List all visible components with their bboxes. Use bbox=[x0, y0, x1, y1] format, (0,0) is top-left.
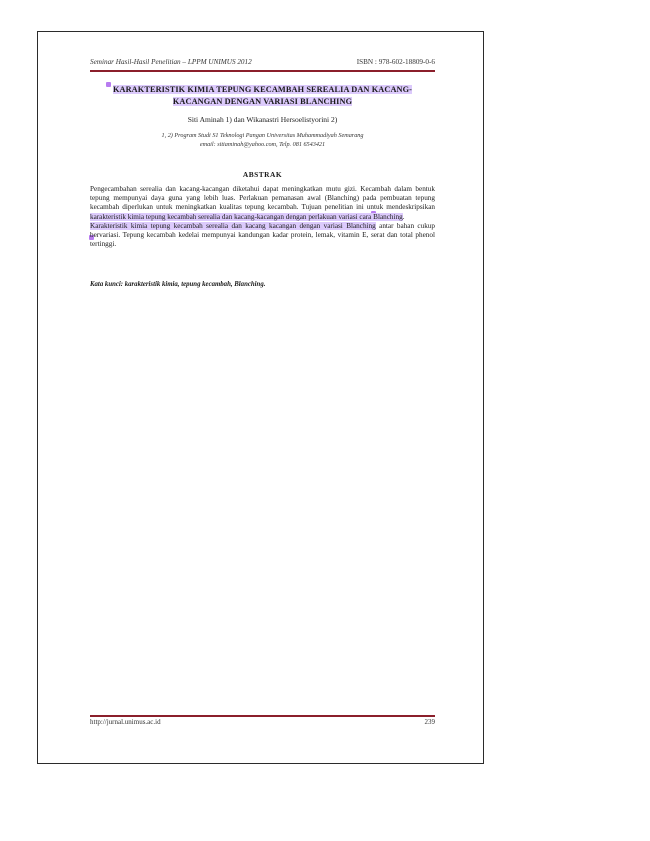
keywords: Kata kunci: karakteristik kimia, tepung kecambah, Blanching. bbox=[90, 281, 266, 288]
title-line-1[interactable]: KARAKTERISTIK KIMIA TEPUNG KECAMBAH SEREALIA DAN KACANG- bbox=[112, 85, 413, 94]
paper-title bbox=[90, 84, 435, 108]
authors: Siti Aminah 1) dan Wikanastri Hersoelistyorini 2) bbox=[187, 115, 338, 124]
affiliation bbox=[90, 131, 435, 149]
footer-rule bbox=[90, 715, 435, 717]
title-line-2[interactable]: KACANGAN DENGAN VARIASI BLANCHING bbox=[172, 97, 353, 106]
highlighted-text[interactable]: karakteristik kimia tepung kecambah serealia dan kacang-kacangan dengan perlakuan variasi cara Blanching bbox=[90, 212, 403, 221]
document-page bbox=[37, 31, 484, 764]
abstract-paragraph-1: Pengecambahan serealia dan kacang-kacangan diketahui dapat meningkatkan mutu gizi. Kecambah dalam bentuk tepung mempunyai daya guna yang lebih luas. Perlakuan pemanasan awal (Blanching) pada pembuatan tepung kecambah diperlukan untuk meningkatkan kualitas tepung kecambah. Tujuan penelitian ini untuk mendeskripsikan karakteristik kimia tepung kecambah serealia dan kacang-kacangan dengan perlakuan variasi cara Blanching. bbox=[90, 185, 435, 221]
page-number: 239 bbox=[424, 718, 435, 726]
highlighted-text[interactable]: Karakteristik kimia tepung kecambah serealia dan kacang kacangan dengan variasi Blanching bbox=[90, 221, 376, 230]
affiliation-email: email: sitiaminah@yahoo.com, Telp. 081 6543421 bbox=[199, 141, 326, 148]
footer-url[interactable]: http://jurnal.unimus.ac.id bbox=[90, 718, 161, 726]
page-header bbox=[90, 58, 435, 70]
abstract-paragraph-2: Karakteristik kimia tepung kecambah serealia dan kacang kacangan dengan variasi Blanching antar bahan cukup bervariasi. Tepung kecambah kedelai mempunyai kandungan kadar protein, lemak, vitamin E, serat dan total phenol tertinggi. bbox=[90, 221, 435, 249]
abstract-body bbox=[90, 185, 435, 249]
affiliation-line-1: 1, 2) Program Studi S1 Teknologi Pangan Universitas Muhammadiyah Semarang bbox=[161, 132, 364, 139]
page-footer bbox=[90, 718, 435, 730]
header-isbn: ISBN : 978-602-18809-0-6 bbox=[356, 58, 435, 66]
header-rule bbox=[90, 70, 435, 72]
header-left: Seminar Hasil-Hasil Penelitian – LPPM UNIMUS 2012 bbox=[90, 58, 252, 66]
abstract-heading: ABSTRAK bbox=[242, 170, 283, 179]
